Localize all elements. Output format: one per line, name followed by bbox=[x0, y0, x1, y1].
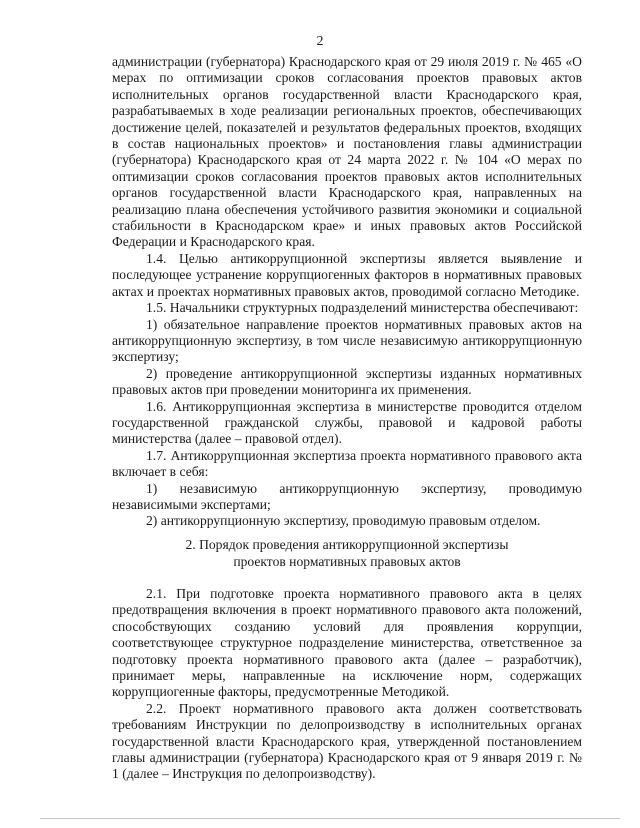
list-item-1-5-2: 2) проведение антикоррупционной экспертизы изданных нормативных правовых актов при проведении мониторинга их применения. bbox=[112, 365, 582, 398]
paragraph-1-4: 1.4. Целью антикоррупционной экспертизы является выявление и последующее устранение коррупциогенных факторов в нормативных правовых актах и проектах нормативных правовых актов, проводимой согласно Методике. bbox=[112, 250, 582, 299]
paragraph-2-2: 2.2. Проект нормативного правового акта должен соответствовать требованиям Инструкции по делопроизводству в исполнительных органах государственной власти Краснодарского края, утвержденной постановлением главы администрации (губернатора) Краснодарского края от 9 января 2019 г. № 1 (далее – Инструкция по делопроизводству). bbox=[112, 700, 582, 782]
list-item-1-7-1: 1) независимую антикоррупционную экспертизу, проводимую независимыми экспертами; bbox=[112, 480, 582, 512]
bottom-divider bbox=[40, 818, 620, 819]
list-item-1-5-1: 1) обязательное направление проектов нормативных правовых актов на антикоррупционную экспертизу, в том числе независимую антикоррупционную экспертизу; bbox=[112, 316, 582, 365]
body-text-bottom bbox=[112, 586, 582, 783]
body-text-top bbox=[112, 54, 582, 530]
section-heading-line-2: проектов нормативных правовых актов bbox=[233, 553, 461, 569]
list-item-1-7-2: 2) антикоррупционную экспертизу, проводимую правовым отделом. bbox=[146, 513, 541, 529]
paragraph-1-7: 1.7. Антикоррупционная экспертиза проекта нормативного правового акта включает в себя: bbox=[112, 447, 582, 480]
section-heading bbox=[112, 537, 582, 570]
paragraph-continuation: администрации (губернатора) Краснодарского края от 29 июля 2019 г. № 465 «О мерах по оптимизации сроков согласования проектов правовых актов исполнительных органов государственной власти Краснодарского края, разрабатываемых в ходе реализации региональных проектов, обеспечивающих достижение целей, показателей и результатов федеральных проектов, входящих в состав национальных проектов» и постановления главы администрации (губернатора) Краснодарского края от 24 марта 2022 г. № 104 «О мерах по оптимизации сроков согласования проектов правовых актов исполнительных органов государственной власти Краснодарского края, направленных на реализацию плана обеспечения устойчивого развития экономики и социальной стабильности в Краснодарском крае» и иных правовых актов Российской Федерации и Краснодарского края. bbox=[112, 54, 582, 250]
paragraph-1-5: 1.5. Начальники структурных подразделений министерства обеспечивают: bbox=[146, 300, 579, 316]
section-heading-line-1: 2. Порядок проведения антикоррупционной экспертизы bbox=[185, 537, 509, 552]
paragraph-2-1: 2.1. При подготовке проекта нормативного правового акта в целях предотвращения включения в проект нормативного правового акта положений, способствующих созданию условий для проявления коррупции, соответствующее структурное подразделение министерства, ответственное за подготовку проекта нормативного правового акта (далее – разработчик), принимает меры, направленные на исключение норм, содержащих коррупциогенные факторы, предусмотренные Методикой. bbox=[112, 586, 582, 700]
paragraph-1-6: 1.6. Антикоррупционная экспертиза в министерстве проводится отделом государственной гражданской службы, правовой и кадровой работы министерства (далее – правовой отдел). bbox=[112, 398, 582, 447]
page-number: 2 bbox=[316, 34, 324, 49]
